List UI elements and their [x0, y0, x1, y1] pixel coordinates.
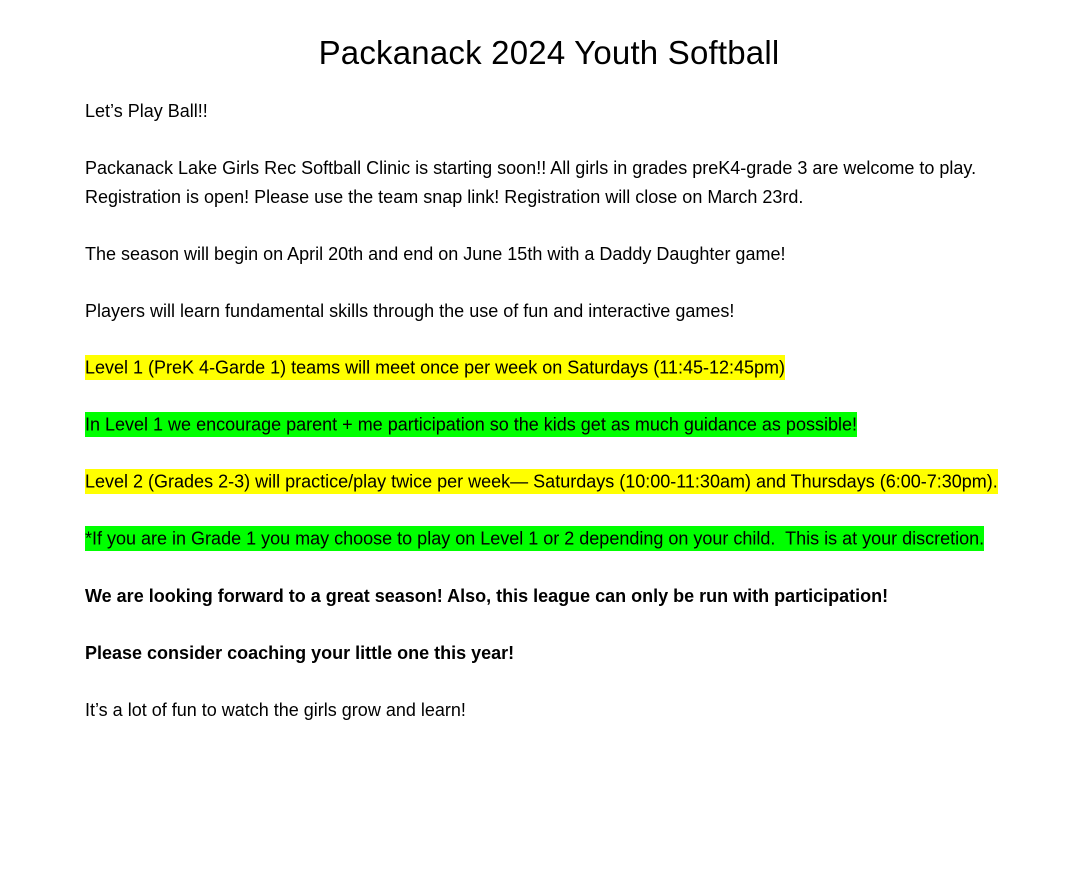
highlighted-text-green: *If you are in Grade 1 you may choose to play on Level 1 or 2 depending on your child. This is at your discretion.: [85, 526, 984, 551]
paragraph-skills: [85, 297, 1013, 326]
paragraph-level2-schedule: [85, 468, 1013, 497]
highlighted-text-yellow: Level 2 (Grades 2-3) will practice/play twice per week— Saturdays (10:00-11:30am) and Thursdays (6:00-7:30pm).: [85, 469, 998, 494]
paragraph-grade1-choice: [85, 525, 1013, 554]
paragraph-text: Packanack Lake Girls Rec Softball Clinic is starting soon!! All girls in grades preK4-grade 3 are welcome to play. Registration is open! Please use the team snap link! Registration will close on March 23rd.: [85, 158, 987, 207]
page-title: Packanack 2024 Youth Softball: [318, 34, 780, 71]
highlighted-text-green: In Level 1 we encourage parent + me participation so the kids get as much guidance as possible!: [85, 412, 857, 437]
paragraph-text: Let’s Play Ball!!: [85, 101, 208, 121]
paragraph-closing: [85, 696, 1013, 725]
paragraph-season-dates: [85, 240, 1013, 269]
paragraph-text: Please consider coaching your little one this year!: [85, 642, 515, 663]
paragraph-season-outlook: [85, 582, 1013, 611]
paragraph-level1-schedule: [85, 354, 1013, 383]
paragraph-text: The season will begin on April 20th and end on June 15th with a Daddy Daughter game!: [85, 243, 786, 264]
paragraph-lets-play: [85, 97, 1013, 126]
paragraph-text: Players will learn fundamental skills through the use of fun and interactive games!: [85, 300, 735, 321]
paragraph-coaching-request: [85, 639, 1013, 668]
paragraph-text: We are looking forward to a great season! Also, this league can only be run with participation!: [85, 585, 889, 606]
highlighted-text-yellow: Level 1 (PreK 4-Garde 1) teams will meet once per week on Saturdays (11:45-12:45pm): [85, 355, 785, 380]
paragraph-level1-parent-note: [85, 411, 1013, 440]
paragraph-text: It’s a lot of fun to watch the girls grow and learn!: [85, 699, 466, 720]
paragraph-registration-info: [85, 154, 1013, 211]
